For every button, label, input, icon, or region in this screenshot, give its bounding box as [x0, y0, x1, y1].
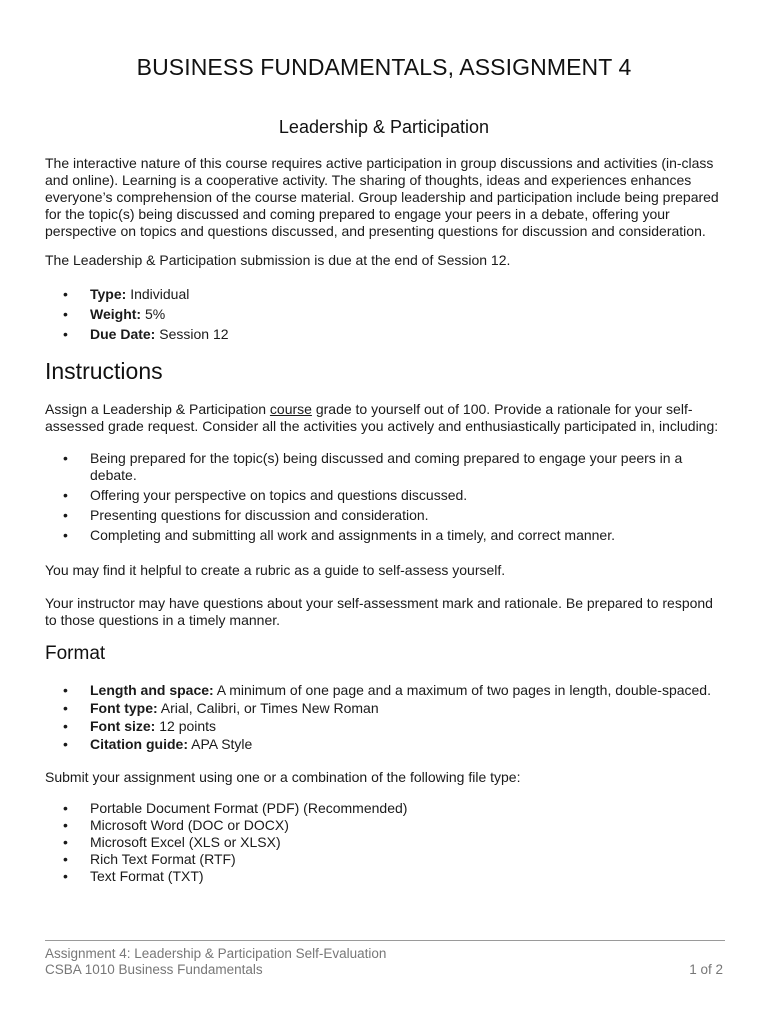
- detail-type: • Type: Individual: [45, 284, 723, 304]
- document-subtitle: Leadership & Participation: [278, 117, 490, 137]
- format-item-font-size: • Font size: 12 points: [45, 717, 723, 735]
- detail-due-date: • Due Date: Session 12: [45, 324, 723, 344]
- footer-course-name: CSBA 1010 Business Fundamentals: [45, 962, 263, 977]
- assignment-details-list: [45, 284, 723, 344]
- due-note: The Leadership & Participation submission is due at the end of Session 12.: [45, 252, 511, 268]
- file-types-list: [45, 800, 723, 885]
- course-link-text: course: [269, 401, 312, 417]
- document-title: BUSINESS FUNDAMENTALS, ASSIGNMENT 4: [136, 54, 632, 80]
- instructor-note: Your instructor may have questions about your self-assessment mark and rationale. Be prepared to respond to those questions in a timely manner.: [45, 595, 713, 628]
- footer-line-1: [45, 946, 723, 962]
- footer-divider: [45, 940, 725, 941]
- detail-weight: • Weight: 5%: [45, 304, 723, 324]
- format-item-citation: • Citation guide: APA Style: [45, 735, 723, 753]
- instructions-heading: Instructions: [45, 358, 163, 384]
- list-item: • Microsoft Word (DOC or DOCX): [45, 817, 723, 834]
- list-item: • Rich Text Format (RTF): [45, 851, 723, 868]
- rubric-note: You may find it helpful to create a rubric as a guide to self-assess yourself.: [45, 562, 506, 578]
- format-list: [45, 681, 723, 753]
- list-item: • Offering your perspective on topics and questions discussed.: [45, 487, 723, 504]
- format-item-font-type: • Font type: Arial, Calibri, or Times New Roman: [45, 699, 723, 717]
- list-item: • Microsoft Excel (XLS or XLSX): [45, 834, 723, 851]
- footer-line-2: [45, 962, 723, 978]
- list-item: • Portable Document Format (PDF) (Recommended): [45, 800, 723, 817]
- footer-assignment-title: Assignment 4: Leadership & Participation Self-Evaluation: [45, 946, 387, 961]
- instructions-paragraph: Assign a Leadership & Participation course grade to yourself out of 100. Provide a rationale for your self-assessed grade request. Consider all the activities you actively and enthusiastically participated in, including:: [45, 401, 719, 434]
- list-item: • Completing and submitting all work and assignments in a timely, and correct manner.: [45, 527, 723, 544]
- format-item-length: • Length and space: A minimum of one page and a maximum of two pages in length, double-spaced.: [45, 681, 723, 699]
- list-item: • Being prepared for the topic(s) being discussed and coming prepared to engage your peers in a debate.: [45, 450, 723, 484]
- submit-note: Submit your assignment using one or a combination of the following file type:: [45, 769, 521, 785]
- list-item: • Presenting questions for discussion and consideration.: [45, 507, 723, 524]
- format-heading: Format: [45, 643, 106, 664]
- instructions-list: [45, 450, 723, 544]
- page-number: 1 of 2: [689, 962, 723, 977]
- intro-paragraph: The interactive nature of this course requires active participation in group discussions and activities (in-class and online). Learning is a cooperative activity. The sharing of thoughts, ideas and experiences enhances everyone’s comprehension of the course material. Group leadership and participation include being prepared for the topic(s) being discussed and coming prepared to engage your peers in a debate, offering your perspective on topics and questions discussed, and presenting questions for discussion and consideration.: [45, 155, 719, 239]
- list-item: • Text Format (TXT): [45, 868, 723, 885]
